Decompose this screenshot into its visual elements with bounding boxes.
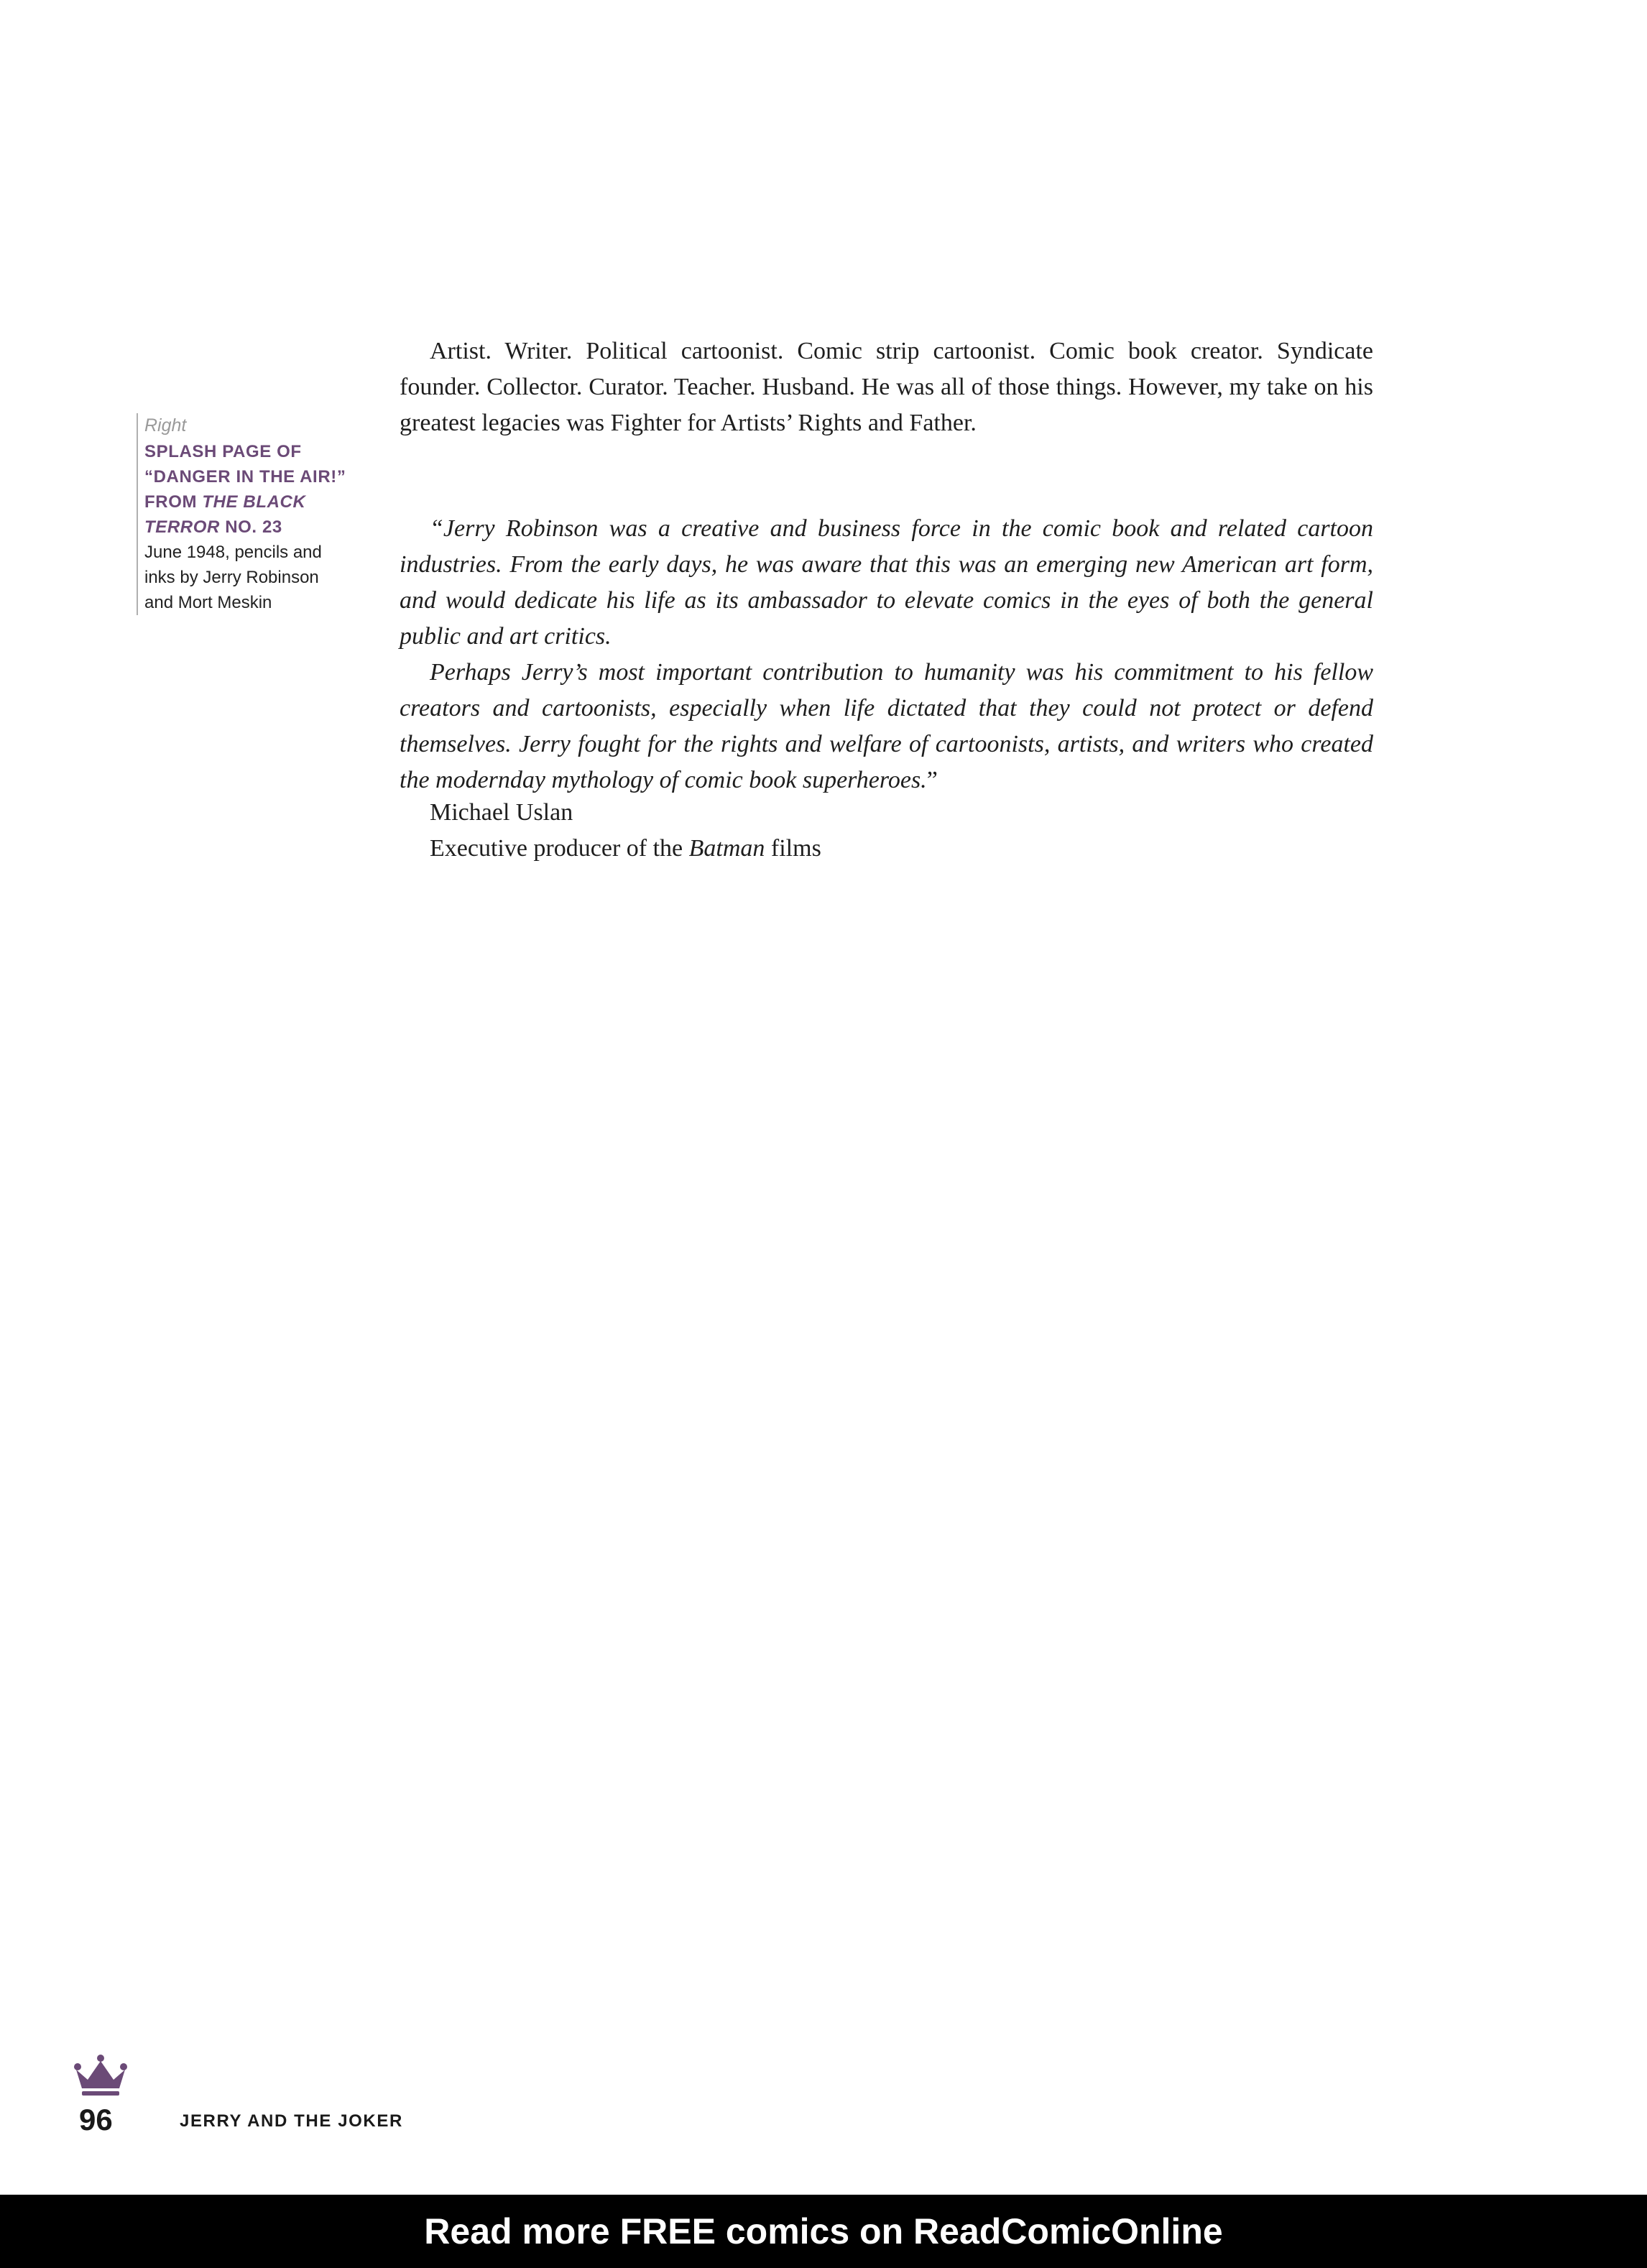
attribution-role-title: Batman (688, 835, 765, 862)
caption-body-line: and Mort Meskin (144, 593, 272, 612)
caption-title (144, 439, 360, 540)
page-number: 96 (79, 2103, 113, 2136)
caption-title-text: FROM (144, 492, 203, 512)
caption-title-text: NO. 23 (219, 517, 282, 537)
caption-title-line (144, 515, 360, 540)
attribution-role (430, 831, 1403, 867)
quote-closing-mark: ” (926, 767, 938, 793)
attribution-role-prefix: Executive producer of the (430, 835, 689, 862)
quote-paragraph-2-text: Perhaps Jerry’s most important contribution to humanity was his commitment to his fellow creators and cartoonists, especially when life dictated that they could not protect or defend themselves. Jerry fought for the rights and welfare of cartoonists, artists, and writers who created the modernday mythology of comic book superheroes. (400, 659, 1373, 793)
crown-icon (72, 2054, 129, 2098)
quote-paragraph-2 (400, 655, 1373, 798)
caption-title-italic: TERROR (144, 517, 220, 537)
attribution-name: Michael Uslan (430, 799, 573, 826)
caption-body-line: June 1948, pencils and (144, 543, 322, 562)
running-head: JERRY AND THE JOKER (180, 2111, 403, 2131)
caption-title-italic: THE BLACK (202, 492, 306, 512)
caption-title-line: “DANGER IN THE AIR!” (144, 467, 346, 487)
caption-label: Right (144, 415, 187, 435)
intro-section (400, 333, 1373, 441)
caption-body (144, 540, 360, 615)
intro-paragraph: Artist. Writer. Political cartoonist. Comic strip cartoonist. Comic book creator. Syndicate founder. Collector. Curator. Teacher. Husband. He was all of those things. However, my take on his greatest legacies was Fighter for Artists’ Rights and Father. (400, 338, 1373, 436)
caption-body-line: inks by Jerry Robinson (144, 568, 319, 587)
quote-attribution (400, 795, 1403, 867)
caption-title-line (144, 489, 360, 515)
quote-paragraph-1: “Jerry Robinson was a creative and business force in the comic book and related cartoon industries. From the early days, he was aware that this was an emerging new American art form, and would dedicate his life as its ambassador to elevate comics in the eyes of both the general public and art critics. (400, 515, 1373, 650)
attribution-role-suffix: films (765, 835, 821, 862)
caption-title-line: SPLASH PAGE OF (144, 442, 302, 461)
promo-banner[interactable]: Read more FREE comics on ReadComicOnline (0, 2195, 1647, 2268)
quote-block (400, 511, 1373, 798)
image-caption (137, 413, 360, 615)
